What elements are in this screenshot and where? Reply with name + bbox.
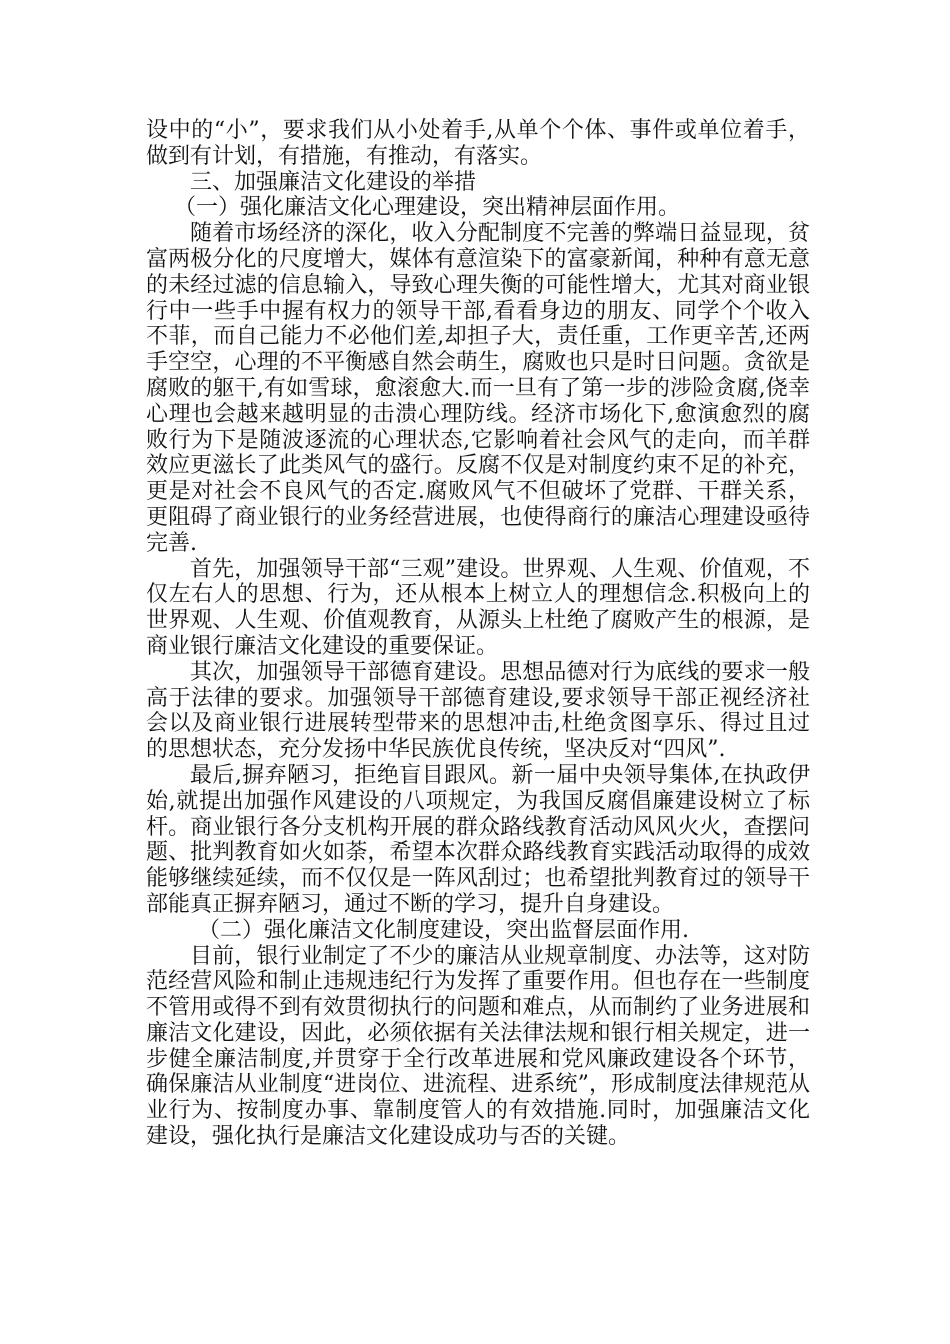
section-heading: 三、加强廉洁文化建设的举措 [190, 169, 477, 195]
subsection-heading: （二）强化廉洁文化制度建设，突出监督层面作用. [198, 917, 689, 943]
paragraph: 目前，银行业制定了不少的廉洁从业规章制度、办法等，这对防范经营风险和制止违规违纪行为发挥了重要作用。但也存在一些制度不管用或得不到有效贯彻执行的问题和难点，从而制约了业务进展和廉洁文化建设，因此，必须依据有关法律法规和银行相关规定，进一步健全廉洁制度,并贯穿于全行改革进展和党风廉政建设各个环节，确保廉洁从业制度“进岗位、进流程、进系统”，形成制度法律规范从业行为、按制度办事、靠制度管人的有效措施.同时，加强廉洁文化建设，强化执行是廉洁文化建设成功与否的关键。 [146, 943, 810, 1150]
paragraph: 最后,摒弃陋习，拒绝盲目跟风。新一届中央领导集体,在执政伊始,就提出加强作风建设的八项规定，为我国反腐倡廉建设树立了标杆。商业银行各分支机构开展的群众路线教育活动风风火火，查摆问题、批判教育如火如荼，希望本次群众路线教育实践活动取得的成效能够继续延续，而不仅仅是一阵风刮过；也希望批判教育过的领导干部能真正摒弃陋习，通过不断的学习，提升自身建设。 [146, 762, 810, 917]
paragraph: 首先，加强领导干部“三观”建设。世界观、人生观、价值观，不仅左右人的思想、行为，还从根本上树立人的理想信念.积极向上的世界观、人生观、价值观教育，从源头上杜绝了腐败产生的根源，是商业银行廉洁文化建设的重要保证。 [146, 556, 810, 659]
document-body [146, 118, 810, 1150]
paragraph: 随着市场经济的深化，收入分配制度不完善的弊端日益显现，贫富两极分化的尺度增大，媒体有意渲染下的富豪新闻，种种有意无意的未经过滤的信息输入，导致心理失衡的可能性增大，尤其对商业银行中一些手中握有权力的领导干部,看看身边的朋友、同学个个收入不菲，而自己能力不必他们差,却担子大，责任重，工作更辛苦,还两手空空，心理的不平衡感自然会萌生，腐败也只是时日问题。贪欲是腐败的躯干,有如雪球，愈滚愈大.而一旦有了第一步的涉险贪腐,侥幸心理也会越来越明显的击溃心理防线。经济市场化下,愈演愈烈的腐败行为下是随波逐流的心理状态,它影响着社会风气的走向，而羊群效应更滋长了此类风气的盛行。反腐不仅是对制度约束不足的补充，更是对社会不良风气的否定.腐败风气不但破坏了党群、干群关系，更阻碍了商业银行的业务经营进展，也使得商行的廉洁心理建设亟待完善. [146, 221, 810, 556]
paragraph: 其次，加强领导干部德育建设。思想品德对行为底线的要求一般高于法律的要求。加强领导干部德育建设,要求领导干部正视经济社会以及商业银行进展转型带来的思想冲击,杜绝贪图享乐、得过且过的思想状态，充分发扬中华民族优良传统，坚决反对“四风”. [146, 659, 810, 763]
subsection-heading: （一）强化廉洁文化心理建设，突出精神层面作用。 [174, 195, 681, 221]
paragraph-continuation: 设中的“小”，要求我们从小处着手,从单个个体、事件或单位着手，做到有计划，有措施，有推动，有落实。 [146, 118, 810, 169]
